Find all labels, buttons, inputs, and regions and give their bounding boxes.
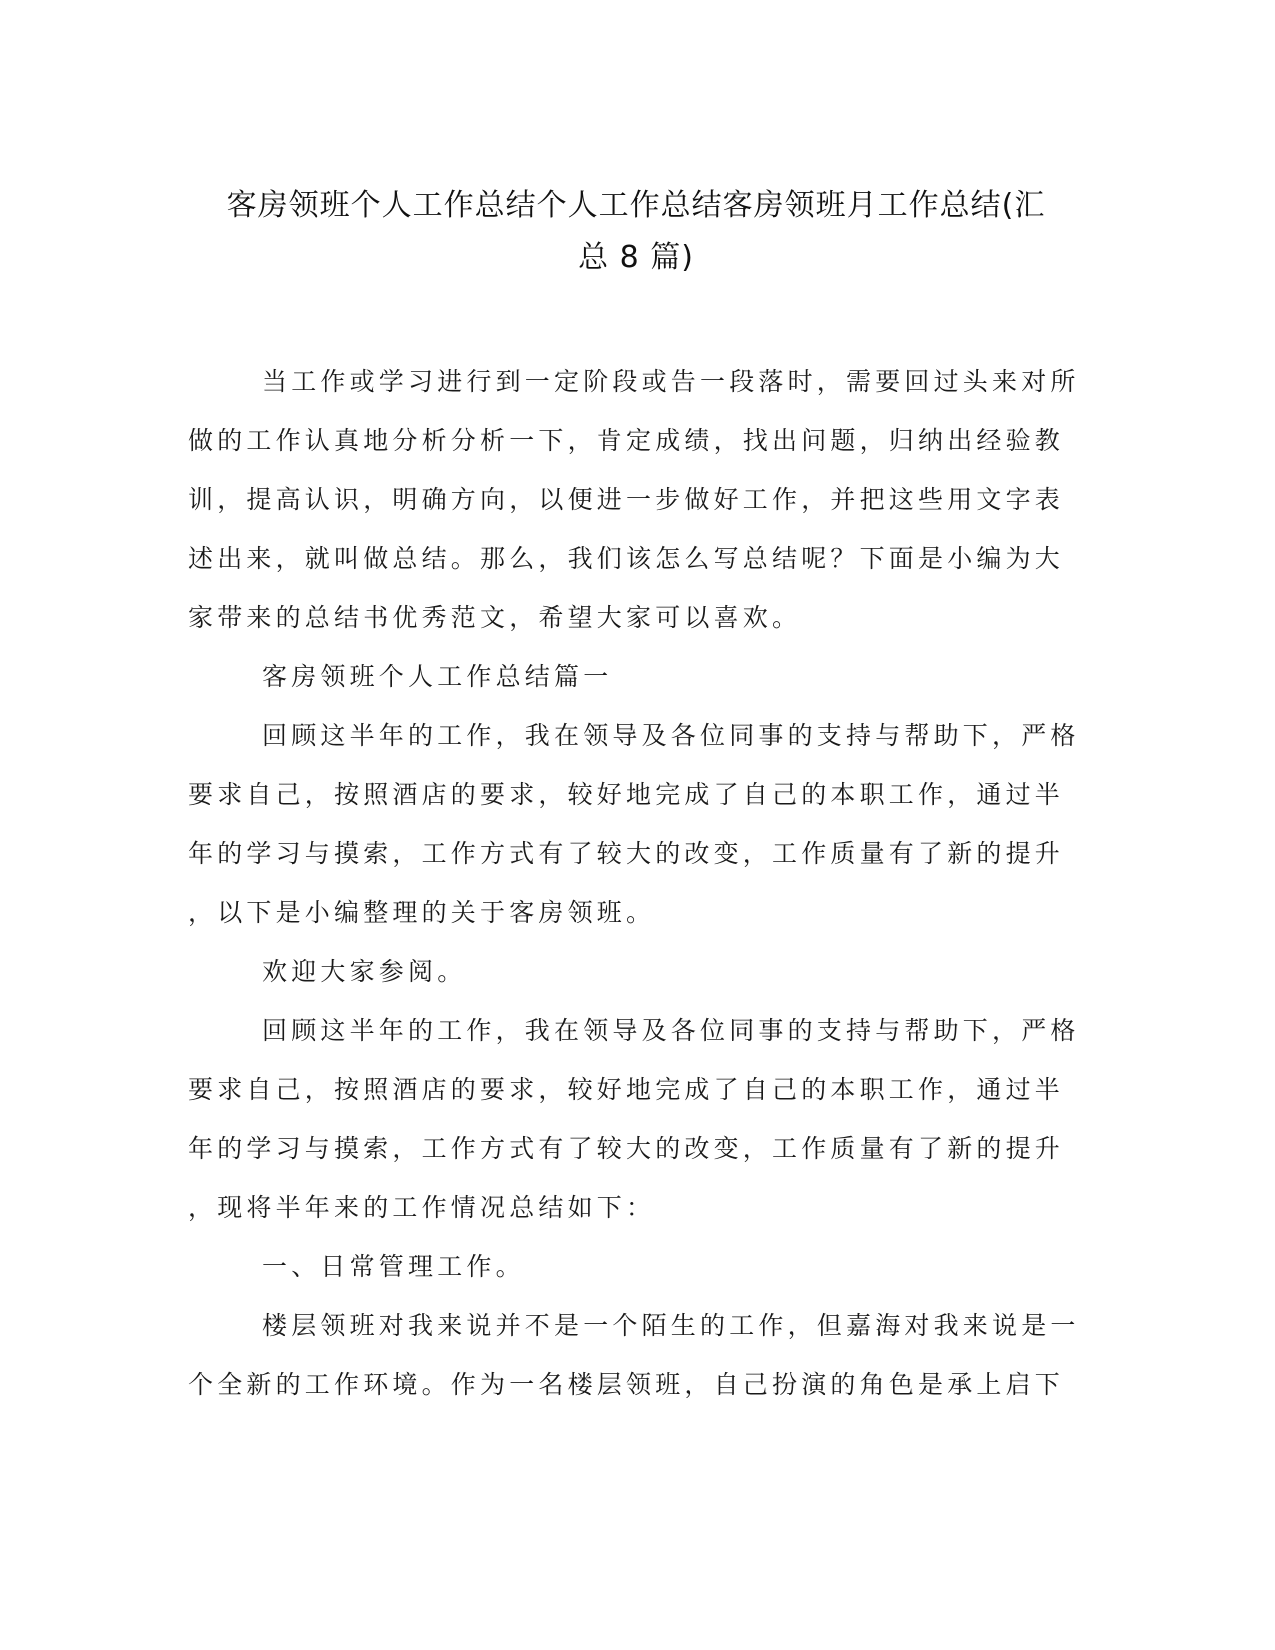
text-line: 回顾这半年的工作，我在领导及各位同事的支持与帮助下，严格 xyxy=(262,1016,1080,1045)
title-line-1: 客房领班个人工作总结个人工作总结客房领班月工作总结(汇 xyxy=(226,188,1046,223)
document-title xyxy=(180,180,1092,284)
text-line: 年的学习与摸索，工作方式有了较大的改变，工作质量有了新的提升 xyxy=(188,1134,1065,1163)
text-line: ，以下是小编整理的关于客房领班。 xyxy=(188,898,656,927)
text-line: 个全新的工作环境。作为一名楼层领班，自己扮演的角色是承上启下 xyxy=(188,1370,1065,1399)
text-line: 述出来，就叫做总结。那么，我们该怎么写总结呢？下面是小编为大 xyxy=(188,544,1065,573)
text-line: 回顾这半年的工作，我在领导及各位同事的支持与帮助下，严格 xyxy=(262,721,1080,750)
title-line-2: 总 8 篇) xyxy=(578,240,694,275)
text-line: 做的工作认真地分析分析一下，肯定成绩，找出问题，归纳出经验教 xyxy=(188,426,1065,455)
section-heading: 客房领班个人工作总结篇一 xyxy=(262,662,613,691)
text-line: 要求自己，按照酒店的要求，较好地完成了自己的本职工作，通过半 xyxy=(188,1075,1065,1104)
text-line: 家带来的总结书优秀范文，希望大家可以喜欢。 xyxy=(188,603,802,632)
text-line: 训，提高认识，明确方向，以便进一步做好工作，并把这些用文字表 xyxy=(188,485,1065,514)
text-line: ，现将半年来的工作情况总结如下： xyxy=(188,1193,656,1222)
section-heading: 一、日常管理工作。 xyxy=(262,1252,525,1281)
text-line: 楼层领班对我来说并不是一个陌生的工作，但嘉海对我来说是一 xyxy=(262,1311,1080,1340)
text-line: 要求自己，按照酒店的要求，较好地完成了自己的本职工作，通过半 xyxy=(188,780,1065,809)
text-line: 当工作或学习进行到一定阶段或告一段落时，需要回过头来对所 xyxy=(262,367,1080,396)
text-line: 欢迎大家参阅。 xyxy=(262,957,467,986)
text-line: 年的学习与摸索，工作方式有了较大的改变，工作质量有了新的提升 xyxy=(188,839,1065,868)
